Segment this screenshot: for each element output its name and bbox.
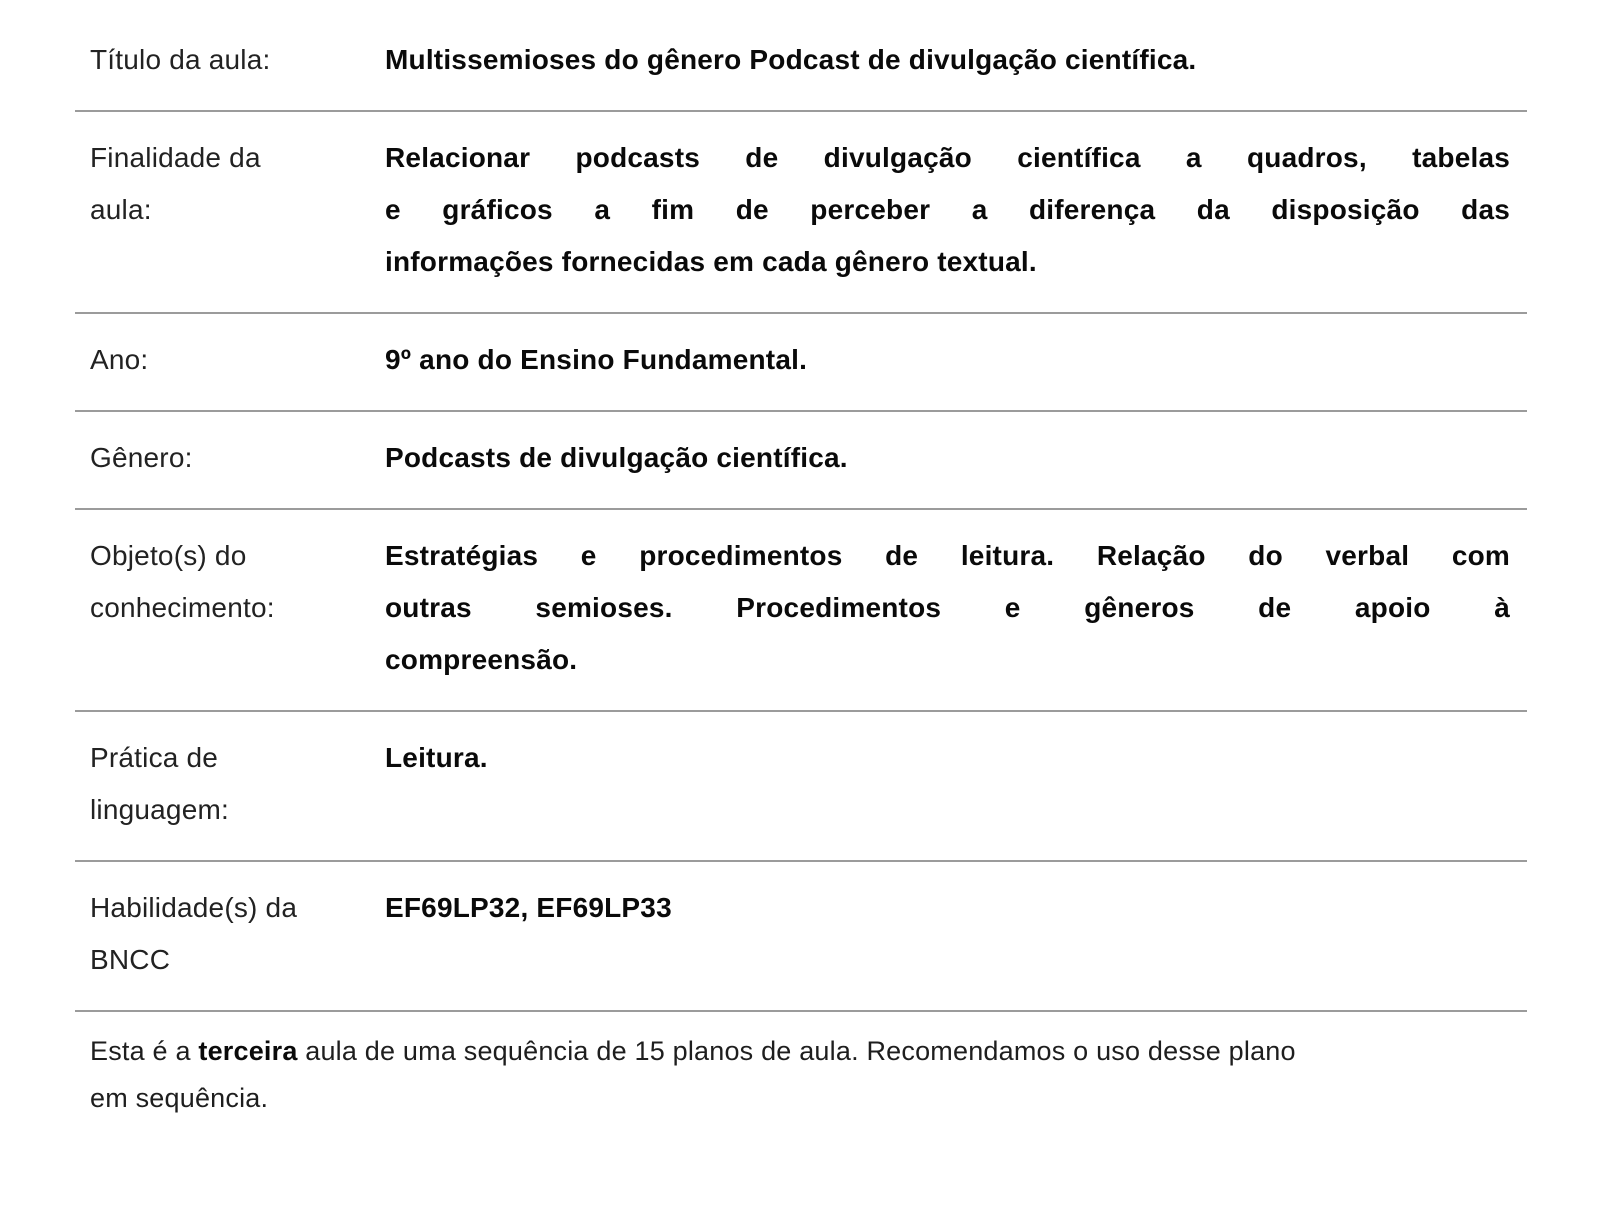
row-value	[385, 132, 1510, 288]
footer-line-2: em sequência.	[90, 1083, 269, 1113]
row-value-line: 9º ano do Ensino Fundamental.	[385, 344, 808, 375]
row-label-line: Ano:	[90, 344, 149, 375]
row-label	[75, 732, 385, 836]
row-value	[385, 334, 1510, 386]
row-label-line: Título da aula:	[90, 44, 271, 75]
row-label	[75, 530, 385, 686]
row-label	[75, 34, 385, 86]
row-value-line: Relacionar podcasts de divulgação científica a quadros, tabelas	[385, 142, 1510, 173]
footer-note	[75, 1012, 1527, 1122]
row-value-line: e gráficos a fim de perceber a diferença da disposição das	[385, 194, 1510, 225]
lesson-plan-document	[75, 14, 1527, 1122]
table-row	[75, 712, 1527, 862]
row-value-line: Leitura.	[385, 742, 488, 773]
table-row	[75, 314, 1527, 412]
row-value-line: outras semioses. Procedimentos e gêneros de apoio à	[385, 592, 1510, 623]
row-value-line: Multissemioses do gênero Podcast de divulgação científica.	[385, 44, 1197, 75]
row-label-line: Gênero:	[90, 442, 193, 473]
row-value-line: Podcasts de divulgação científica.	[385, 442, 848, 473]
row-value	[385, 432, 1510, 484]
table-row	[75, 412, 1527, 510]
row-label-line: Finalidade da	[90, 142, 261, 173]
row-label-line: conhecimento:	[90, 592, 275, 623]
footer-text: aula de uma sequência de 15 planos de aula. Recomendamos o uso desse plano	[297, 1036, 1296, 1066]
row-label	[75, 132, 385, 288]
table-row	[75, 14, 1527, 112]
row-label	[75, 334, 385, 386]
row-value	[385, 882, 1510, 986]
row-value-line: EF69LP32, EF69LP33	[385, 892, 672, 923]
footer-text: Esta é a	[90, 1036, 199, 1066]
row-value	[385, 732, 1510, 836]
row-label-line: Objeto(s) do	[90, 540, 247, 571]
footer-line-1	[90, 1028, 1487, 1075]
lesson-plan-table	[75, 14, 1527, 1012]
row-label-line: BNCC	[90, 944, 171, 975]
row-label-line: Habilidade(s) da	[90, 892, 298, 923]
row-value-line: compreensão.	[385, 644, 578, 675]
row-value-line: informações fornecidas em cada gênero textual.	[385, 246, 1037, 277]
table-row	[75, 862, 1527, 1012]
table-row	[75, 510, 1527, 712]
table-row	[75, 112, 1527, 314]
row-label-line: aula:	[90, 194, 152, 225]
row-label	[75, 432, 385, 484]
row-value-line: Estratégias e procedimentos de leitura. Relação do verbal com	[385, 540, 1510, 571]
row-value	[385, 530, 1510, 686]
row-value	[385, 34, 1510, 86]
footer-bold-word: terceira	[198, 1036, 298, 1066]
row-label-line: Prática de	[90, 742, 219, 773]
row-label-line: linguagem:	[90, 794, 229, 825]
row-label	[75, 882, 385, 986]
